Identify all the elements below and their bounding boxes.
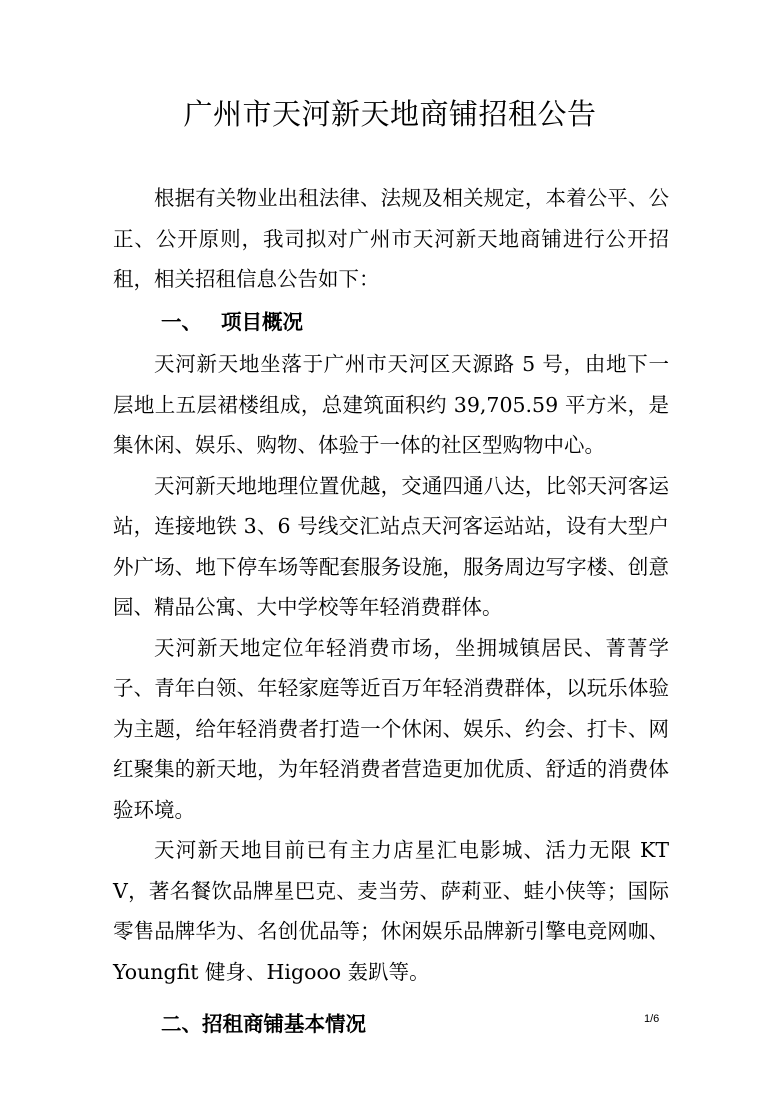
intro-paragraph: 根据有关物业出租法律、法规及相关规定，本着公平、公正、公开原则，我司拟对广州市天河新天地商铺进行公开招租，相关招租信息公告如下： bbox=[113, 186, 669, 291]
section-title: 招租商铺基本情况 bbox=[202, 1012, 366, 1036]
paragraph: 天河新天地目前已有主力店星汇电影城、活力无限 KTV，著名餐饮品牌星巴克、麦当劳、萨莉亚、蛙小侠等；国际零售品牌华为、名创优品等；休闲娱乐品牌新引擎电竞网咖、Youngfit 健身、Higooo 轰趴等。 bbox=[113, 838, 669, 984]
section-title: 项目概况 bbox=[221, 309, 303, 334]
paragraph: 天河新天地地理位置优越，交通四通八达，比邻天河客运站，连接地铁 3、6 号线交汇站点天河客运站站，设有大型户外广场、地下停车场等配套服务设施，服务周边写字楼、创意园、精品公寓、大中学校等年轻消费群体。 bbox=[113, 473, 669, 619]
page-title: 广州市天河新天地商铺招租公告 bbox=[183, 97, 597, 131]
page-number: 1/6 bbox=[644, 1013, 660, 1025]
paragraph: 天河新天地坐落于广州市天河区天源路 5 号，由地下一层地上五层裙楼组成，总建筑面积约 39,705.59 平方米，是集休闲、娱乐、购物、体验于一体的社区型购物中心。 bbox=[113, 352, 669, 457]
section-heading-2 bbox=[113, 1004, 669, 1045]
document-body bbox=[113, 178, 669, 1045]
paragraph: 天河新天地定位年轻消费市场，坐拥城镇居民、菁菁学子、青年白领、年轻家庭等近百万年轻消费群体，以玩乐体验为主题，给年轻消费者打造一个休闲、娱乐、约会、打卡、网红聚集的新天地，为年轻消费者营造更加优质、舒适的消费体验环境。 bbox=[113, 635, 669, 822]
section-number: 一、 bbox=[161, 309, 202, 334]
section-number: 二、 bbox=[161, 1012, 202, 1036]
section-heading-1 bbox=[113, 302, 669, 343]
